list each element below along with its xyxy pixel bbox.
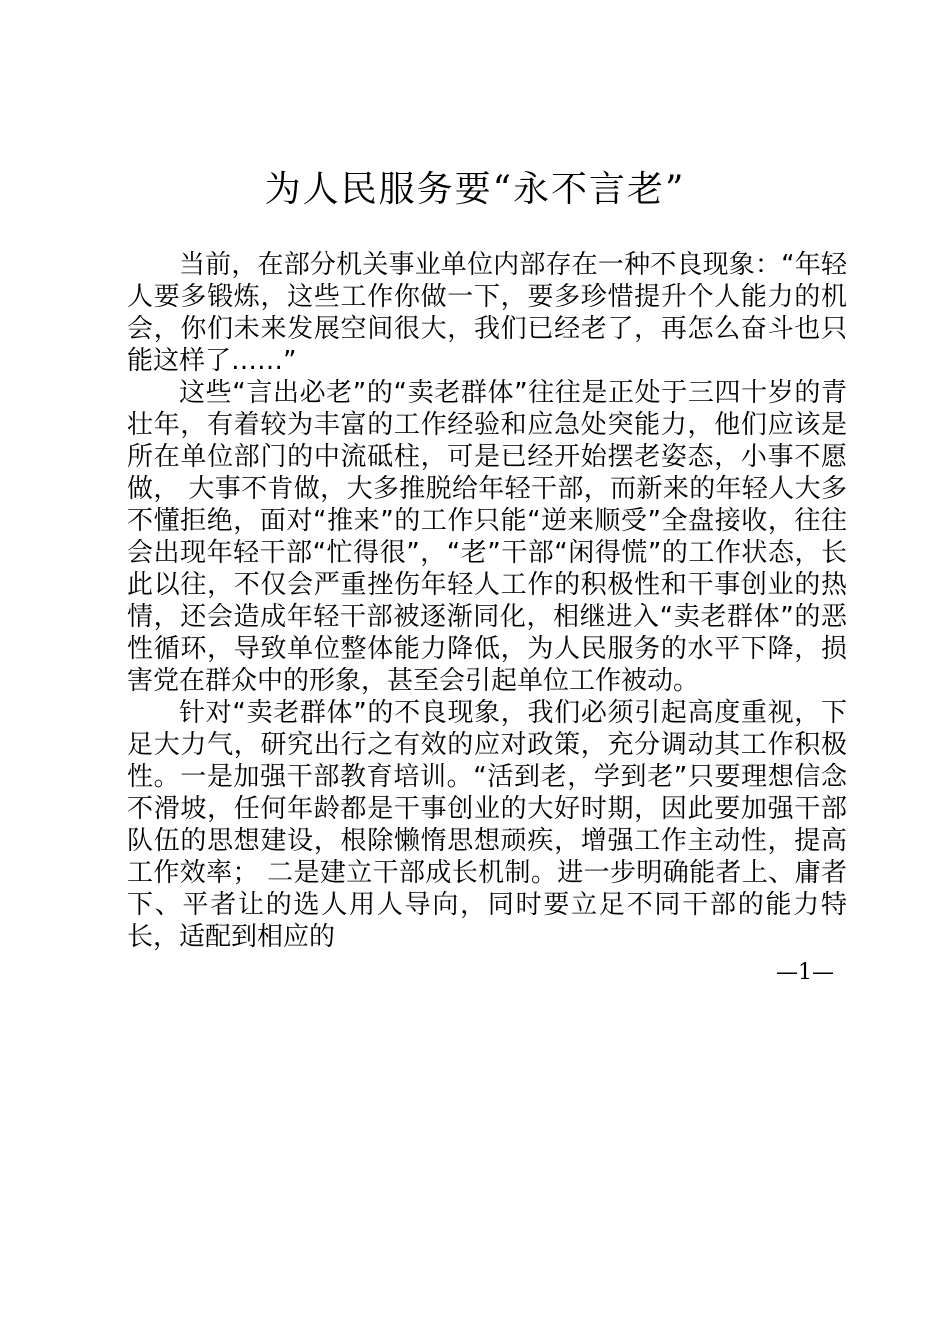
- paragraph-1: 当前，在部分机关事业单位内部存在一种不良现象：“年轻人要多锻炼，这些工作你做一下，要多珍惜提升个人能力的机会，你们未来发展空间很大，我们已经老了，再怎么奋斗也只能这样了……”: [127, 250, 847, 376]
- paragraph-3: 针对“卖老群体”的不良现象，我们必须引起高度重视，下足大力气，研究出行之有效的应对政策，充分调动其工作积极性。一是加强干部教育培训。“活到老，学到老”只要理想信念不滑坡，任何年龄都是干事创业的大好时期，因此要加强干部队伍的思想建设，根除懒惰思想顽疾，增强工作主动性，提高工作效率； 二是建立干部成长机制。进一步明确能者上、庸者下、平者让的选人用人导向，同时要立足不同干部的能力特长，适配到相应的: [127, 698, 847, 952]
- document-title: 为人民服务要“永不言老”: [264, 169, 686, 210]
- page-number: —1—: [776, 960, 834, 985]
- paragraph-2: 这些“言出必老”的“卖老群体”往往是正处于三四十岁的青壮年，有着较为丰富的工作经验和应急处突能力，他们应该是所在单位部门的中流砥柱，可是已经开始摆老姿态，小事不愿做， 大事不肯做，大多推脱给年轻干部，而新来的年轻人大多不懂拒绝，面对“推来”的工作只能“逆来顺受”全盘接收，往往会出现年轻干部“忙得很”，“老”干部“闲得慌”的工作状态，长此以往，不仅会严重挫伤年轻人工作的积极性和干事创业的热情，还会造成年轻干部被逐渐同化，相继进入“卖老群体”的恶性循环，导致单位整体能力降低，为人民服务的水平下降，损害党在群众中的形象，甚至会引起单位工作被动。: [127, 378, 847, 696]
- document-body: [127, 249, 847, 953]
